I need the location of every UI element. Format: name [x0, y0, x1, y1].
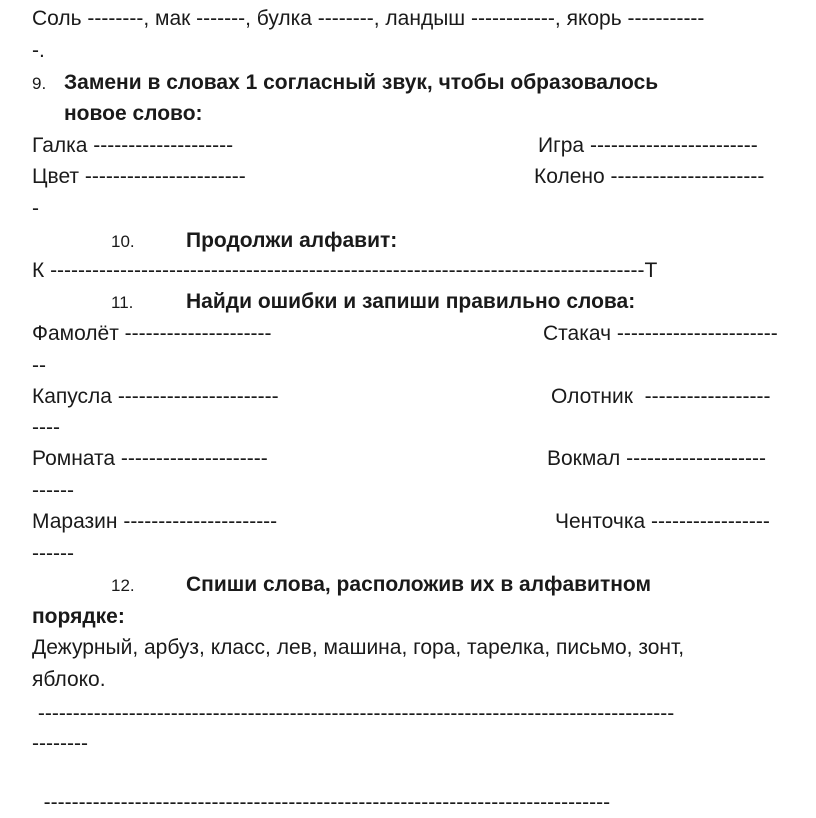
- task12-answer-line: -------------------------------------------------------------------------------------------: [32, 702, 675, 725]
- task11-left-item: Капусла -----------------------: [32, 385, 279, 408]
- task11-left-item: Маразин ----------------------: [32, 510, 278, 533]
- task8-words-tail: -.: [32, 39, 45, 62]
- task11-right-item: Стакач -----------------------: [543, 322, 778, 345]
- task12-number: 12.: [111, 576, 135, 595]
- task12-answer-line-tail: --------: [32, 732, 88, 755]
- task9-tail: -: [32, 197, 39, 220]
- task11-title: Найди ошибки и запиши правильно слова:: [186, 290, 636, 313]
- task8-words-line: Соль --------, мак -------, булка --------, ландыш ------------, якорь -----------: [32, 7, 705, 30]
- task9-title: Замени в словах 1 согласный звук, чтобы образовалось: [64, 71, 659, 94]
- task9-right-item: Колено ----------------------: [534, 165, 765, 188]
- task11-tail: --: [32, 354, 46, 377]
- task11-tail: ------: [32, 542, 74, 565]
- task11-tail: ----: [32, 416, 60, 439]
- task12-title-cont: порядке:: [32, 605, 125, 628]
- task11-right-item: Ченточка -----------------: [555, 510, 770, 533]
- task11-tail: ------: [32, 479, 74, 502]
- task9-title-cont: новое слово:: [64, 102, 203, 125]
- task10-alphabet-line: К -------------------------------------------------------------------------------------Т: [32, 259, 658, 282]
- task11-number: 11.: [111, 293, 134, 312]
- task12-answer-line: ---------------------------------------------------------------------------------: [32, 791, 611, 814]
- task10-title: Продолжи алфавит:: [186, 229, 398, 252]
- task12-words-cont: яблоко.: [32, 668, 106, 691]
- task11-right-item: Вокмал --------------------: [547, 447, 766, 470]
- task11-left-item: Ромната ---------------------: [32, 447, 268, 470]
- task10-number: 10.: [111, 232, 135, 251]
- task11-left-item: Фамолёт ---------------------: [32, 322, 272, 345]
- task12-title: Спиши слова, расположив их в алфавитном: [186, 573, 652, 596]
- task12-words: Дежурный, арбуз, класс, лев, машина, гора, тарелка, письмо, зонт,: [32, 636, 685, 659]
- task11-right-item: Олотник ------------------: [551, 385, 771, 408]
- task9-left-item: Цвет -----------------------: [32, 165, 246, 188]
- task9-left-item: Галка --------------------: [32, 134, 234, 157]
- task9-right-item: Игра ------------------------: [538, 134, 758, 157]
- task9-number: 9.: [32, 74, 47, 93]
